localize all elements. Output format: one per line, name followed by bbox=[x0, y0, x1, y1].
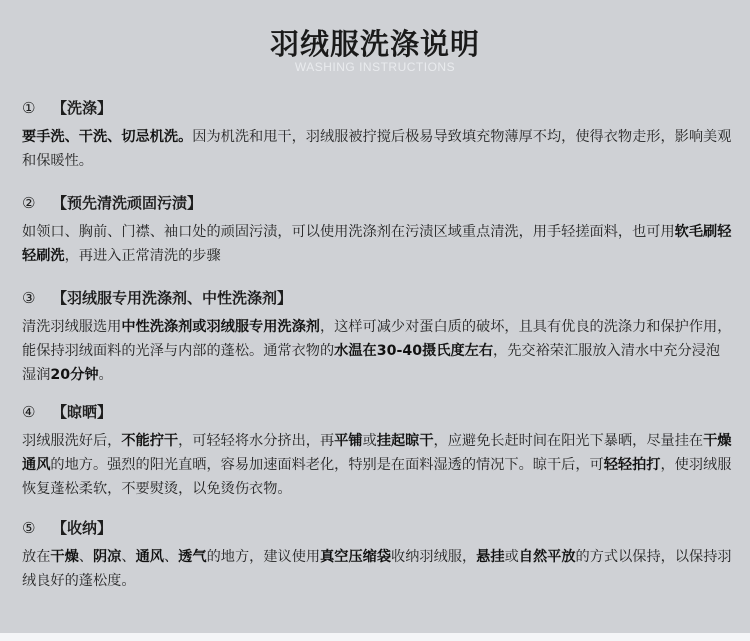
section-paragraph bbox=[22, 315, 734, 387]
body-text: 或 bbox=[362, 433, 377, 449]
section-number: ④ bbox=[22, 403, 36, 421]
body-text: ，应避免长赶时间在阳光下暴晒，尽量挂在 bbox=[433, 433, 704, 449]
bottom-divider bbox=[0, 633, 750, 641]
section-number: ③ bbox=[22, 289, 36, 307]
body-text: ，先交裕荣汇服放入清水中充分浸泡湿润 bbox=[22, 343, 721, 383]
body-text: ，这样可减少对蛋白质的破坏，且具有优良的洗涤力和保护作用，能保持羽绒面料的光泽与内部的蓬松。通常衣物的 bbox=[22, 319, 732, 359]
section-heading bbox=[22, 517, 734, 539]
section-stain-pretreat bbox=[22, 192, 734, 268]
section-drying bbox=[22, 401, 734, 501]
body-text: 的地方，建议使用 bbox=[206, 549, 321, 565]
body-text: 、 bbox=[163, 549, 179, 565]
section-number: ② bbox=[22, 194, 36, 212]
section-title: 【洗涤】 bbox=[52, 99, 113, 117]
page-title: 羽绒服洗涤说明 bbox=[269, 27, 480, 61]
body-text: 羽绒服洗好后， bbox=[22, 433, 122, 449]
section-paragraph bbox=[22, 220, 734, 268]
emphasis-text: 软毛刷轻轻刷洗 bbox=[22, 224, 732, 264]
section-detergent bbox=[22, 287, 734, 387]
body-text: 清洗羽绒服选用 bbox=[22, 319, 122, 335]
section-paragraph bbox=[22, 125, 734, 173]
section-title: 【预先清洗顽固污渍】 bbox=[52, 194, 203, 212]
body-text: 的方式以保持，以保持羽绒良好的蓬松度。 bbox=[22, 549, 732, 589]
section-washing bbox=[22, 97, 734, 173]
section-heading bbox=[22, 192, 734, 214]
section-title: 【羽绒服专用洗涤剂、中性洗涤剂】 bbox=[52, 289, 293, 307]
body-text: 放在 bbox=[22, 549, 51, 565]
section-title: 【晾晒】 bbox=[52, 403, 113, 421]
body-text: 、 bbox=[121, 549, 136, 565]
body-text: 收纳羽绒服， bbox=[391, 549, 477, 565]
body-text: 。 bbox=[98, 367, 113, 383]
emphasis-text: 要手洗、干洗、切忌机洗。 bbox=[22, 129, 193, 145]
section-paragraph bbox=[22, 545, 734, 593]
section-number: ① bbox=[22, 99, 36, 117]
emphasis-text: 真空压缩袋 bbox=[320, 549, 392, 565]
emphasis-text: 平铺 bbox=[334, 433, 363, 449]
body-text: 、 bbox=[78, 549, 93, 565]
section-heading bbox=[22, 97, 734, 119]
emphasis-text: 透气 bbox=[178, 549, 207, 565]
section-paragraph bbox=[22, 429, 734, 501]
emphasis-text: 轻轻拍打 bbox=[603, 457, 661, 473]
section-heading bbox=[22, 401, 734, 423]
section-title: 【收纳】 bbox=[52, 519, 113, 537]
emphasis-text: 挂起晾干 bbox=[376, 433, 434, 449]
emphasis-text: 中性洗涤剂或羽绒服专用洗涤剂 bbox=[121, 319, 320, 335]
body-text: 如领口、胸前、门襟、袖口处的顽固污渍，可以使用洗涤剂在污渍区域重点清洗，用手轻搓面料，也可用 bbox=[22, 224, 675, 240]
section-storage bbox=[22, 517, 734, 593]
emphasis-text: 水温在30-40摄氏度左右 bbox=[334, 343, 494, 359]
body-text: ，再进入正常清洗的步骤 bbox=[64, 248, 221, 264]
emphasis-text: 悬挂 bbox=[476, 549, 505, 565]
emphasis-text: 20分钟 bbox=[50, 367, 99, 383]
emphasis-text: 干燥 bbox=[50, 549, 79, 565]
emphasis-text: 通风 bbox=[135, 549, 164, 565]
body-text: ，使羽绒服恢复蓬松柔软，不要熨烫，以免烫伤衣物。 bbox=[22, 457, 732, 497]
emphasis-text: 干燥通风 bbox=[22, 433, 732, 473]
body-text: ，可轻轻将水分挤出，再 bbox=[178, 433, 335, 449]
emphasis-text: 自然平放 bbox=[518, 549, 576, 565]
body-text: 的地方。强烈的阳光直晒，容易加速面料老化，特别是在面料湿透的情况下。晾干后，可 bbox=[50, 457, 604, 473]
body-text: 或 bbox=[504, 549, 519, 565]
emphasis-text: 阴凉 bbox=[92, 549, 122, 565]
section-heading bbox=[22, 287, 734, 309]
body-text: 因为机洗和甩干，羽绒服被拧搅后极易导致填充物薄厚不均，使得衣物走形，影响美观和保暖性。 bbox=[22, 129, 732, 169]
emphasis-text: 不能拧干 bbox=[121, 433, 179, 449]
section-number: ⑤ bbox=[22, 519, 36, 537]
page-subtitle: WASHING INSTRUCTIONS bbox=[294, 60, 456, 74]
